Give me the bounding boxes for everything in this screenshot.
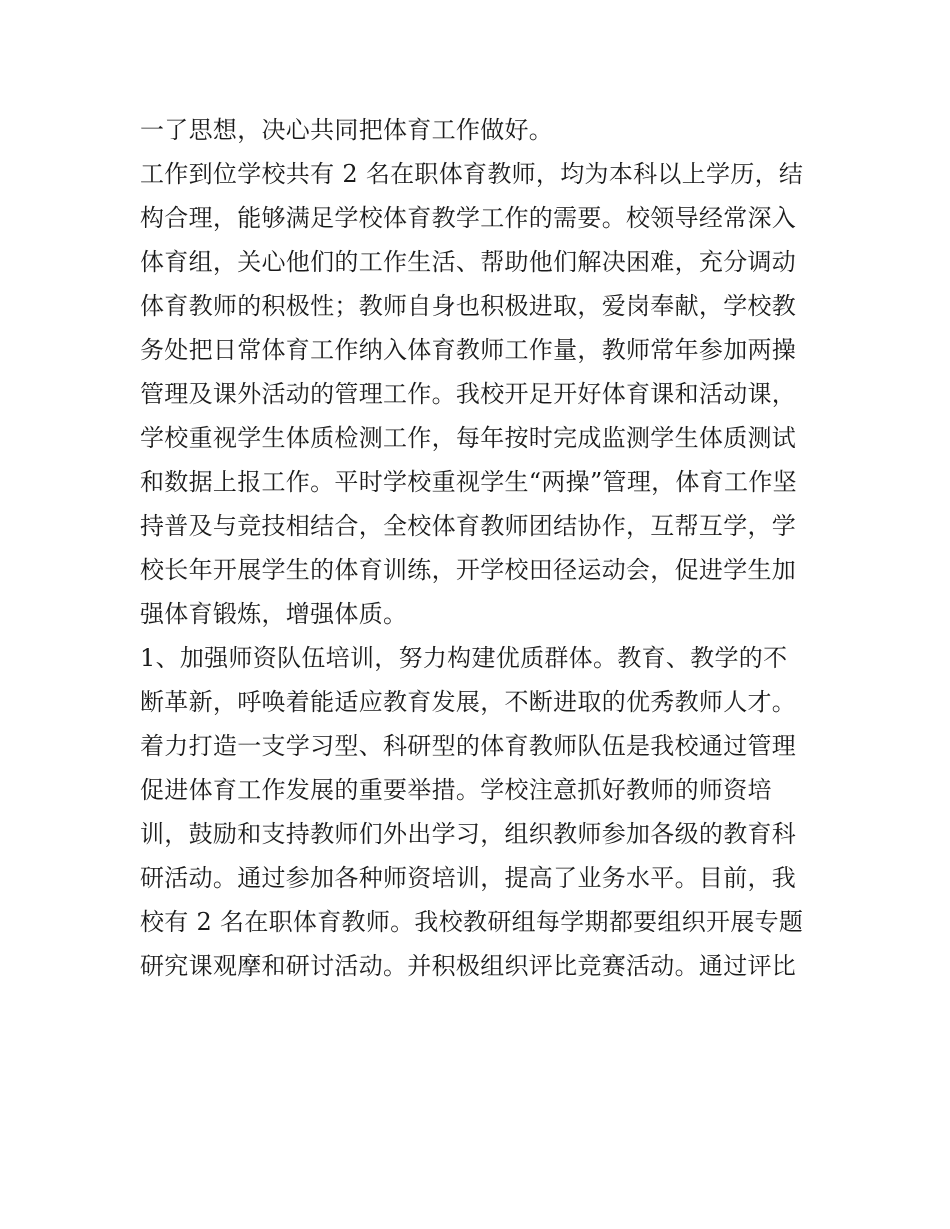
text-line: 研究课观摩和研讨活动。并积极组织评比竞赛活动。通过评比	[140, 952, 797, 980]
text-line: 学校重视学生体质检测工作，每年按时完成监测学生体质测试	[140, 424, 797, 452]
text-line: 着力打造一支学习型、科研型的体育教师队伍是我校通过管理	[140, 732, 797, 760]
text-line: 断革新，呼唤着能适应教育发展，不断进取的优秀教师人才。	[140, 688, 797, 716]
text-line: 校长年开展学生的体育训练，开学校田径运动会，促进学生加	[140, 556, 797, 584]
text-line: 和数据上报工作。平时学校重视学生“两操”管理，体育工作坚	[140, 468, 797, 496]
text-line: 训，鼓励和支持教师们外出学习，组织教师参加各级的教育科	[140, 820, 797, 848]
text-line: 工作到位学校共有 2 名在职体育教师，均为本科以上学历，结	[140, 160, 804, 188]
text-line: 体育组，关心他们的工作生活、帮助他们解决困难，充分调动	[140, 248, 797, 276]
text-line: 促进体育工作发展的重要举措。学校注意抓好教师的师资培	[140, 776, 772, 804]
text-line: 构合理，能够满足学校体育教学工作的需要。校领导经常深入	[140, 204, 797, 232]
text-line: 管理及课外活动的管理工作。我校开足开好体育课和活动课，	[140, 380, 797, 408]
text-line: 校有 2 名在职体育教师。我校教研组每学期都要组织开展专题	[140, 908, 804, 936]
text-line: 一了思想，决心共同把体育工作做好。	[140, 116, 554, 144]
text-line: 体育教师的积极性；教师自身也积极进取，爱岗奉献，学校教	[140, 292, 797, 320]
text-line: 持普及与竞技相结合，全校体育教师团结协作，互帮互学，学	[140, 512, 797, 540]
text-line: 务处把日常体育工作纳入体育教师工作量，教师常年参加两操	[140, 336, 797, 364]
text-line: 研活动。通过参加各种师资培训，提高了业务水平。目前，我	[140, 864, 797, 892]
document-body	[140, 108, 815, 988]
text-line: 强体育锻炼，增强体质。	[140, 600, 408, 628]
text-line: 1、加强师资队伍培训，努力构建优质群体。教育、教学的不	[140, 644, 788, 672]
